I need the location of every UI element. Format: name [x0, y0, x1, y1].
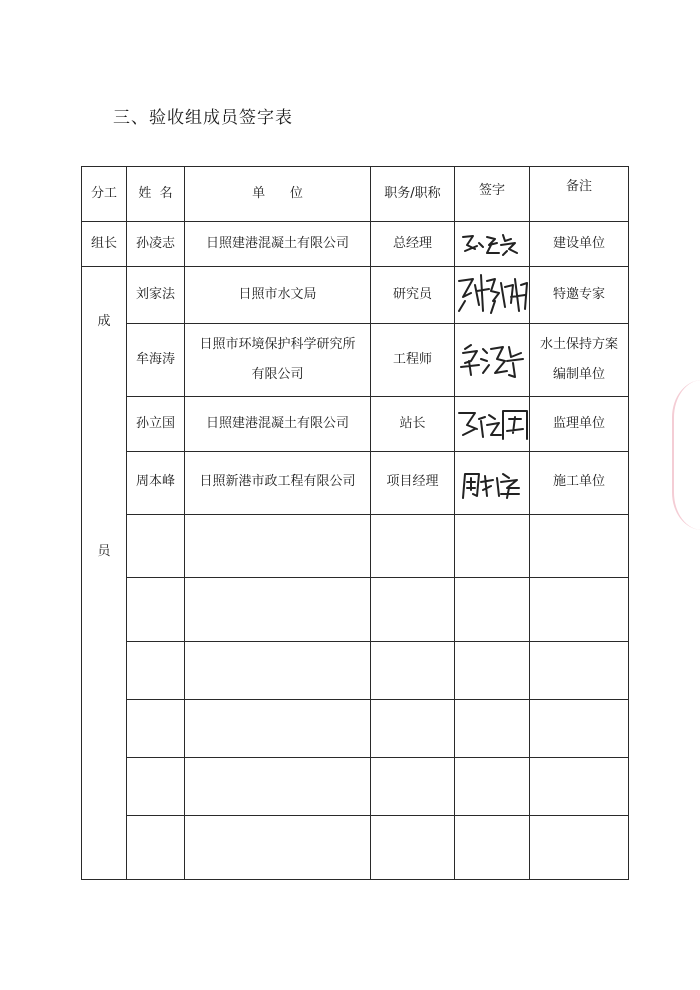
- table-row: [82, 222, 629, 267]
- member-label-cell: [82, 267, 127, 880]
- member-name: 牟海涛: [127, 323, 185, 396]
- leader-unit: 日照建港混凝土有限公司: [185, 222, 371, 267]
- header-unit: 单 位: [185, 167, 371, 222]
- member-name: 孙立国: [127, 396, 185, 452]
- member-remark-line: 编制单位: [552, 366, 605, 382]
- member-remark: [530, 323, 629, 396]
- member-unit: [185, 323, 371, 396]
- signature-1: [455, 271, 535, 319]
- header-position: 职务/职称: [371, 167, 455, 222]
- signature-cell: [455, 267, 530, 324]
- header-division: 分工: [82, 167, 127, 222]
- signature-cell: [455, 396, 530, 452]
- member-position: 工程师: [371, 323, 455, 396]
- member-unit: 日照市水文局: [185, 267, 371, 324]
- table-row: [82, 396, 629, 452]
- empty-row: [82, 514, 629, 577]
- empty-row: [82, 815, 629, 879]
- member-name: 刘家法: [127, 267, 185, 324]
- member-unit: 日照新港市政工程有限公司: [185, 452, 371, 514]
- member-label-top: 成: [97, 314, 111, 329]
- leader-role: 组长: [82, 222, 127, 267]
- signature-3: [455, 407, 531, 441]
- signature-table: [81, 166, 629, 880]
- empty-row: [82, 699, 629, 757]
- member-position: 项目经理: [371, 452, 455, 514]
- member-unit-line: 日照市环境保护科学研究所: [199, 336, 356, 352]
- page-title: 三、验收组成员签字表: [113, 108, 293, 128]
- header-remark: 备注: [530, 167, 629, 222]
- empty-row: [82, 757, 629, 815]
- signature-cell: [455, 222, 530, 267]
- member-unit-line: 有限公司: [251, 366, 304, 382]
- member-unit: 日照建港混凝土有限公司: [185, 396, 371, 452]
- leader-remark: 建设单位: [530, 222, 629, 267]
- signature-0: [457, 229, 527, 259]
- member-position: 研究员: [371, 267, 455, 324]
- signature-cell: [455, 452, 530, 514]
- header-signature: 签字: [455, 167, 530, 222]
- signature-4: [457, 468, 527, 500]
- table-row: [82, 267, 629, 324]
- member-position: 站长: [371, 396, 455, 452]
- empty-row: [82, 577, 629, 641]
- leader-position: 总经理: [371, 222, 455, 267]
- empty-row: [82, 642, 629, 700]
- member-remark: 特邀专家: [530, 267, 629, 324]
- table-header-row: [82, 167, 629, 222]
- member-remark: 监理单位: [530, 396, 629, 452]
- leader-name: 孙凌志: [127, 222, 185, 267]
- seal-stamp-edge: [672, 380, 700, 530]
- header-name: 姓 名: [127, 167, 185, 222]
- signature-2: [457, 339, 527, 381]
- table-row: [82, 323, 629, 396]
- member-remark: 施工单位: [530, 452, 629, 514]
- table-row: [82, 452, 629, 514]
- member-name: 周本峰: [127, 452, 185, 514]
- member-remark-line: 水土保持方案: [539, 336, 618, 352]
- signature-cell: [455, 323, 530, 396]
- member-label-bottom: 员: [97, 544, 111, 559]
